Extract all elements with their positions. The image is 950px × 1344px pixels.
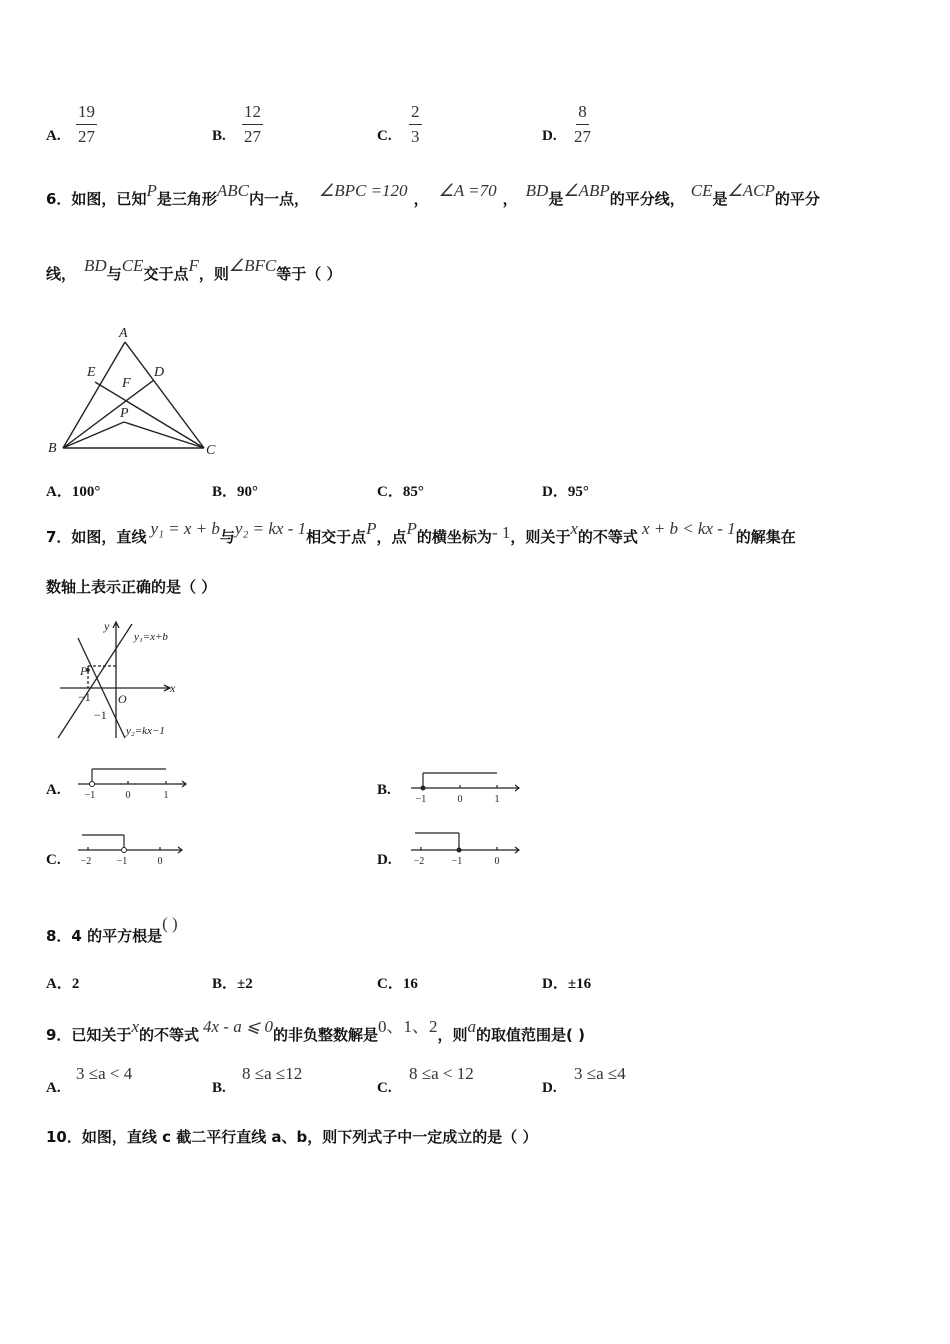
option-letter: C.	[377, 128, 392, 144]
q6-triangle-figure	[46, 322, 226, 462]
q7-stem-line2: 数轴上表示正确的是（ ）	[46, 578, 217, 596]
x-axis-label: x	[170, 681, 176, 695]
origin-label: O	[118, 692, 127, 706]
point-label-p: P	[120, 406, 129, 421]
q5-options	[46, 102, 746, 152]
line1-label: y₁=x+b	[134, 631, 168, 643]
option-letter: A.	[46, 782, 61, 798]
svg-text:0: 0	[125, 790, 131, 801]
q6-option-c[interactable]: C．85°	[377, 484, 424, 500]
svg-text:−2: −2	[80, 856, 92, 867]
q6-option-d[interactable]: D．95°	[542, 484, 589, 500]
q8-options	[46, 972, 746, 992]
option-letter: B.	[212, 128, 226, 144]
q8-option-b[interactable]: B．±2	[212, 976, 253, 992]
q7-line-graph	[50, 618, 200, 743]
q7-stem-line1: 7．如图，直线 y₁ = x + b与y₂ = kx - 1相交于点P，点P的横坐标为- 1，则关于x的不等式 x + b < kx - 1的解集在	[46, 519, 796, 546]
svg-text:−2: −2	[413, 856, 425, 867]
q7-option-b[interactable]	[377, 764, 527, 804]
point-label-p: P	[80, 664, 88, 678]
vertex-label-a: A	[119, 326, 128, 341]
q6-stem-line1: 6．如图，已知P是三角形ABC内一点， ∠BPC =120 ， ∠A =70 ， BD是∠ABP的平分线， CE是∠ACP的平分	[46, 181, 820, 208]
option-letter: D.	[542, 128, 557, 144]
x-tick-neg1: −1	[78, 690, 91, 704]
number-line	[411, 768, 526, 808]
svg-text:0: 0	[457, 794, 463, 805]
q7-option-c[interactable]	[46, 826, 196, 871]
point-label-e: E	[87, 365, 96, 380]
q7-option-d[interactable]	[377, 826, 527, 871]
number-line	[411, 830, 526, 870]
svg-text:1: 1	[494, 794, 500, 805]
number-line	[78, 764, 193, 804]
q8-option-c[interactable]: C．16	[377, 976, 418, 992]
svg-text:0: 0	[494, 856, 500, 867]
q9-options: A. 3 ≤a < 4 B. 8 ≤a ≤12 C. 8 ≤a < 12 D. 3 ≤a ≤4	[46, 1064, 626, 1096]
point-label-f: F	[122, 376, 131, 391]
q9-stem: 9．已知关于x的不等式 4x - a ⩽ 0的非负整数解是0、1、2，则a的取值范围是( )	[46, 1017, 585, 1044]
option-letter: B.	[377, 782, 391, 798]
svg-text:−1: −1	[451, 856, 463, 867]
svg-text:0: 0	[157, 856, 163, 867]
svg-text:−1: −1	[84, 790, 96, 801]
q8-stem: 8．4 的平方根是( )	[46, 914, 178, 945]
fraction: $\frac{12}{27}$	[244, 102, 261, 146]
q8-option-d[interactable]: D．±16	[542, 976, 592, 992]
point-label-d: D	[154, 365, 165, 380]
y-tick-neg1: −1	[94, 708, 107, 722]
svg-text:−1: −1	[116, 856, 128, 867]
option-letter: C.	[46, 852, 61, 868]
vertex-label-b: B	[48, 441, 57, 456]
q7-option-a[interactable]	[46, 764, 196, 804]
option-letter: A.	[46, 128, 61, 144]
q6-option-b[interactable]: B．90°	[212, 484, 259, 500]
svg-text:1: 1	[163, 790, 169, 801]
fraction: $\frac{8}{27}$	[574, 102, 591, 146]
q8-option-a[interactable]: A．2	[46, 976, 80, 992]
q6-options	[46, 480, 746, 500]
line2-label: y₂=kx−1	[126, 725, 165, 737]
number-line	[78, 830, 193, 870]
q6-stem-line2: 线， BD与CE交于点F，则∠BFC等于（ ）	[46, 256, 342, 283]
fraction: $\frac{2}{3}$	[411, 102, 420, 146]
q10-stem: 10．如图，直线 c 截二平行直线 a、b，则下列式子中一定成立的是（ ）	[46, 1128, 538, 1146]
y-axis-label: y	[104, 619, 110, 633]
svg-text:−1: −1	[415, 794, 427, 805]
option-letter: D.	[377, 852, 392, 868]
vertex-label-c: C	[206, 443, 216, 458]
fraction: $\frac{19}{27}$	[78, 102, 95, 146]
q6-option-a[interactable]: A．100°	[46, 484, 101, 500]
